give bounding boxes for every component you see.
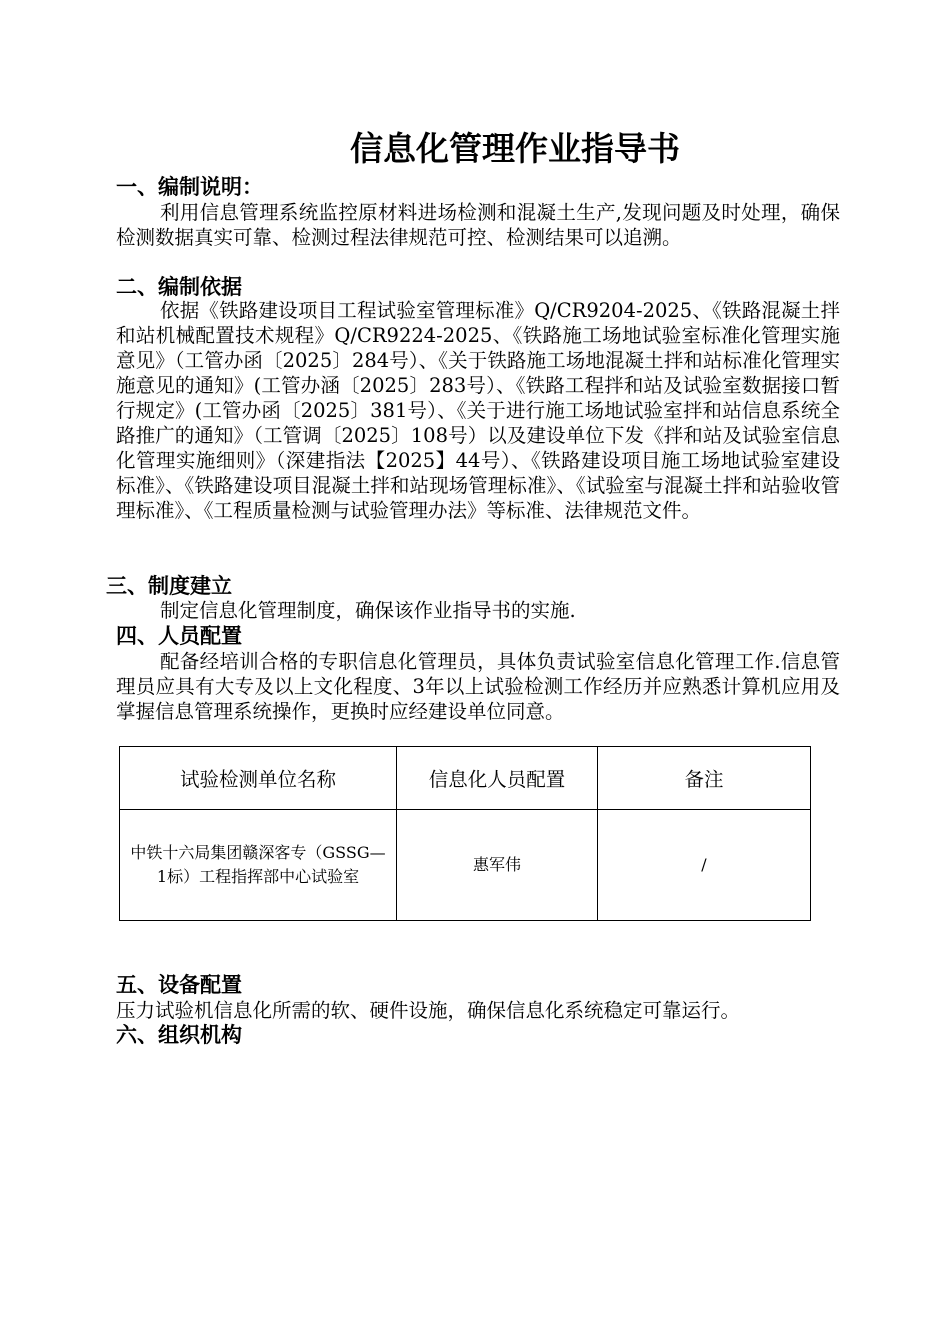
table-cell-remark: /: [598, 810, 811, 921]
section-heading-3: 三、制度建立: [106, 574, 232, 598]
table-cell-personnel: 惠军伟: [397, 810, 598, 921]
section-heading-5: 五、设备配置: [116, 973, 242, 997]
table-header-row: [120, 747, 811, 810]
section-heading-4: 四、人员配置: [116, 624, 242, 648]
section-body-3: 制定信息化管理制度，确保该作业指导书的实施.: [160, 599, 576, 622]
personnel-table: [119, 746, 811, 921]
table-header-cell: 信息化人员配置: [397, 747, 598, 810]
section-body-5: 压力试验机信息化所需的软、硬件设施，确保信息化系统稳定可靠运行。: [116, 999, 741, 1022]
section-body-2: 依据《铁路建设项目工程试验室管理标准》Q/CR9204-2025、《铁路混凝土拌和站机械配置技术规程》Q/CR9224-2025、《铁路施工场地试验室标准化管理实施意见》（工管办函〔2025〕284号）、《关于铁路施工场地混凝土拌和站标准化管理实施意见的通知》(工管办涵〔2025〕283号）、《铁路工程拌和站及试验室数据接口暂行规定》(工管办函〔2025〕381号）、《关于进行施工场地试验室拌和站信息系统全路推广的通知》（工管调〔2025〕108号）以及建设单位下发《拌和站及试验室信息化管理实施细则》（深建指法【2025】44号）、《铁路建设项目施工场地试验室建设标准》、《铁路建设项目混凝土拌和站现场管理标准》、《试验室与混凝土拌和站验收管理标准》、《工程质量检测与试验管理办法》等标准、法律规范文件。: [116, 299, 840, 522]
document-title: 信息化管理作业指导书: [350, 129, 680, 168]
section-heading-6: 六、组织机构: [116, 1023, 242, 1047]
section-heading-1: 一、编制说明：: [116, 175, 263, 199]
section-body-4: 配备经培训合格的专职信息化管理员，具体负责试验室信息化管理工作.信息管理员应具有大专及以上文化程度、3年以上试验检测工作经历并应熟悉计算机应用及掌握信息管理系统操作，更换时应经建设单位同意。: [116, 650, 840, 723]
table-cell-unit-name: 中铁十六局集团赣深客专（GSSG—1标）工程指挥部中心试验室: [120, 810, 397, 921]
table-header-cell: 试验检测单位名称: [120, 747, 397, 810]
section-heading-2: 二、编制依据: [116, 275, 242, 299]
table-row: [120, 810, 811, 921]
table-header-cell: 备注: [598, 747, 811, 810]
section-body-1: 利用信息管理系统监控原材料进场检测和混凝土生产,发现问题及时处理，确保检测数据真实可靠、检测过程法律规范可控、检测结果可以追溯。: [116, 201, 840, 249]
